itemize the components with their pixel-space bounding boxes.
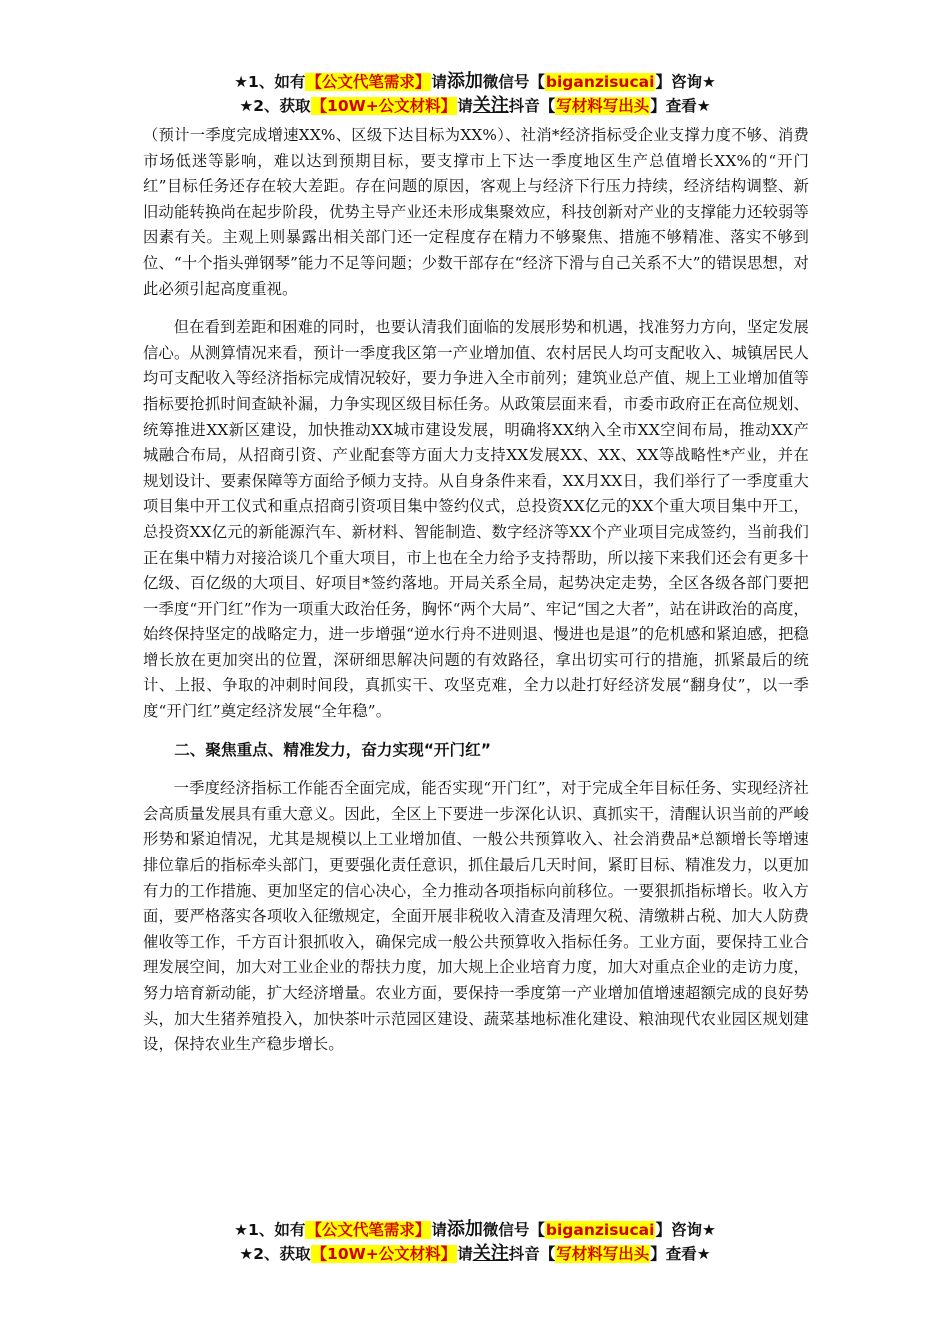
banner-line2-emphasis: 关注 [472,95,509,116]
footer-line1-emphasis: 添加 [446,1219,483,1240]
footer-line1-star: ★1、如有 [234,1221,306,1239]
banner-line2-star: ★2、获取 [239,97,311,115]
footer-line1-text-2: 微信号【 [482,1221,545,1239]
footer-line1-highlight-1: 【公文代笔需求】 [306,1221,431,1239]
footer-line2-text-2: 抖音【 [508,1245,556,1263]
banner-line-2 [0,94,950,118]
banner-line1-star: ★1、如有 [234,73,306,91]
paragraph-2: 但在看到差距和困难的同时，也要认清我们面临的发展形势和机遇，找准努力方向，坚定发展信心。从测算情况来看，预计一季度我区第一产业增加值、农村居民人均可支配收入、城镇居民人均可支配收入等经济指标完成情况较好，要力争进入全市前列；建筑业总产值、规上工业增加值等指标要抢抓时间查缺补漏，力争实现区级目标任务。从政策层面来看，市委市政府正在高位规划、统筹推进XX新区建设，加快推动XX城市建设发展，明确将XX纳入全市XX空间布局，推动XX产城融合布局，从招商引资、产业配套等方面大力支持XX发展XX、XX、XX等战略性*产业，并在规划设计、要素保障等方面给予倾力支持。从自身条件来看，XX月XX日，我们举行了一季度重大项目集中开工仪式和重点招商引资项目集中签约仪式，总投资XX亿元的XX个重大项目集中开工，总投资XX亿元的新能源汽车、新材料、智能制造、数字经济等XX个产业项目完成签约，当前我们正在集中精力对接洽谈几个重大项目，市上也在全力给予支持帮助，所以接下来我们还会有更多十亿级、百亿级的大项目、好项目*签约落地。开局关系全局，起势决定走势，全区各级各部门要把一季度“开门红”作为一项重大政治任务，胸怀“两个大局”、牢记“国之大者”，站在讲政治的高度，始终保持坚定的战略定力，进一步增强“逆水行舟不进则退、慢进也是退”的危机感和紧迫感，把稳增长放在更加突出的位置，深研细思解决问题的有效路径，拿出切实可行的措施，抓紧最后的统计、上报、争取的冲刺时间段，真抓实干、攻坚克难，全力以赴打好经济发展“翻身仗”，以一季度“开门红”奠定经济发展“全年稳”。 [143,318,809,721]
banner-line1-emphasis: 添加 [446,71,483,92]
section-heading-2: 二、聚焦重点、精准发力，奋力实现“开门红” [174,740,491,759]
banner-line1-end: 】咨询★ [655,73,716,91]
footer-line2-star: ★2、获取 [239,1245,311,1263]
footer-line2-text: 请 [457,1245,473,1263]
banner-line1-text: 请 [431,73,447,91]
footer-banner-line-2 [0,1242,950,1266]
banner-line2-douyin-id: 写材料写出头 [556,97,650,115]
banner-line2-end: 】查看★ [650,97,711,115]
footer-line1-end: 】咨询★ [655,1221,716,1239]
banner-line1-wechat-id: biganzisucai [545,73,655,91]
footer-line2-highlight-1: 【10W+公文材料】 [311,1245,457,1263]
banner-line2-text: 请 [457,97,473,115]
banner-line2-highlight-1: 【10W+公文材料】 [311,97,457,115]
paragraph-1: （预计一季度完成增速XX%、区级下达目标为XX%）、社消*经济指标受企业支撑力度不够、消费市场低迷等影响，难以达到预期目标，要支撑市上下达一季度地区生产总值增长XX%的“开门红”目标任务还存在较大差距。存在问题的原因，客观上与经济下行压力持续，经济结构调整、新旧动能转换尚在起步阶段，优势主导产业还未形成集聚效应，科技创新对产业的支撑能力还较弱等因素有关。主观上则暴露出相关部门还一定程度存在精力不够聚焦、措施不够精准、落实不够到位、“十个指头弹钢琴”能力不足等问题；少数干部存在“经济下滑与自己关系不大”的错误思想，对此必须引起高度重视。 [143,126,809,298]
footer-banner [0,1218,950,1266]
footer-line1-wechat-id: biganzisucai [545,1221,655,1239]
paragraph-3: 一季度经济指标工作能否全面完成，能否实现“开门红”，对于完成全年目标任务、实现经济社会高质量发展具有重大意义。因此，全区上下要进一步深化认识、真抓实干，清醒认识当前的严峻形势和紧迫情况，尤其是规模以上工业增加值、一般公共预算收入、社会消费品*总额增长等增速排位靠后的指标牵头部门，更要强化责任意识，抓住最后几天时间，紧盯目标、精准发力，以更加有力的工作措施、更加坚定的信心决心，全力推动各项指标向前移位。一要狠抓指标增长。收入方面，要严格落实各项收入征缴规定，全面开展非税收入清查及清理欠税、清缴耕占税、加大人防费催收等工作，千方百计狠抓收入，确保完成一般公共预算收入指标任务。工业方面，要保持工业合理发展空间，加大对工业企业的帮扶力度，加大规上企业培育力度，加大对重点企业的走访力度，努力培育新动能，扩大经济增量。农业方面，要保持一季度第一产业增加值增速超额完成的良好势头，加大生猪养殖投入，加快茶叶示范园区建设、蔬菜基地标准化建设、粮油现代农业园区规划建设，保持农业生产稳步增长。 [143,779,809,1054]
banner-line2-text-2: 抖音【 [508,97,556,115]
footer-banner-line-1 [0,1218,950,1242]
banner-line-1 [0,70,950,94]
footer-line2-douyin-id: 写材料写出头 [556,1245,650,1263]
header-banner [0,70,950,118]
footer-line2-emphasis: 关注 [472,1243,509,1264]
footer-line2-end: 】查看★ [650,1245,711,1263]
footer-line1-text: 请 [431,1221,447,1239]
document-body [143,123,809,1071]
banner-line1-highlight-1: 【公文代笔需求】 [306,73,431,91]
banner-line1-text-2: 微信号【 [482,73,545,91]
